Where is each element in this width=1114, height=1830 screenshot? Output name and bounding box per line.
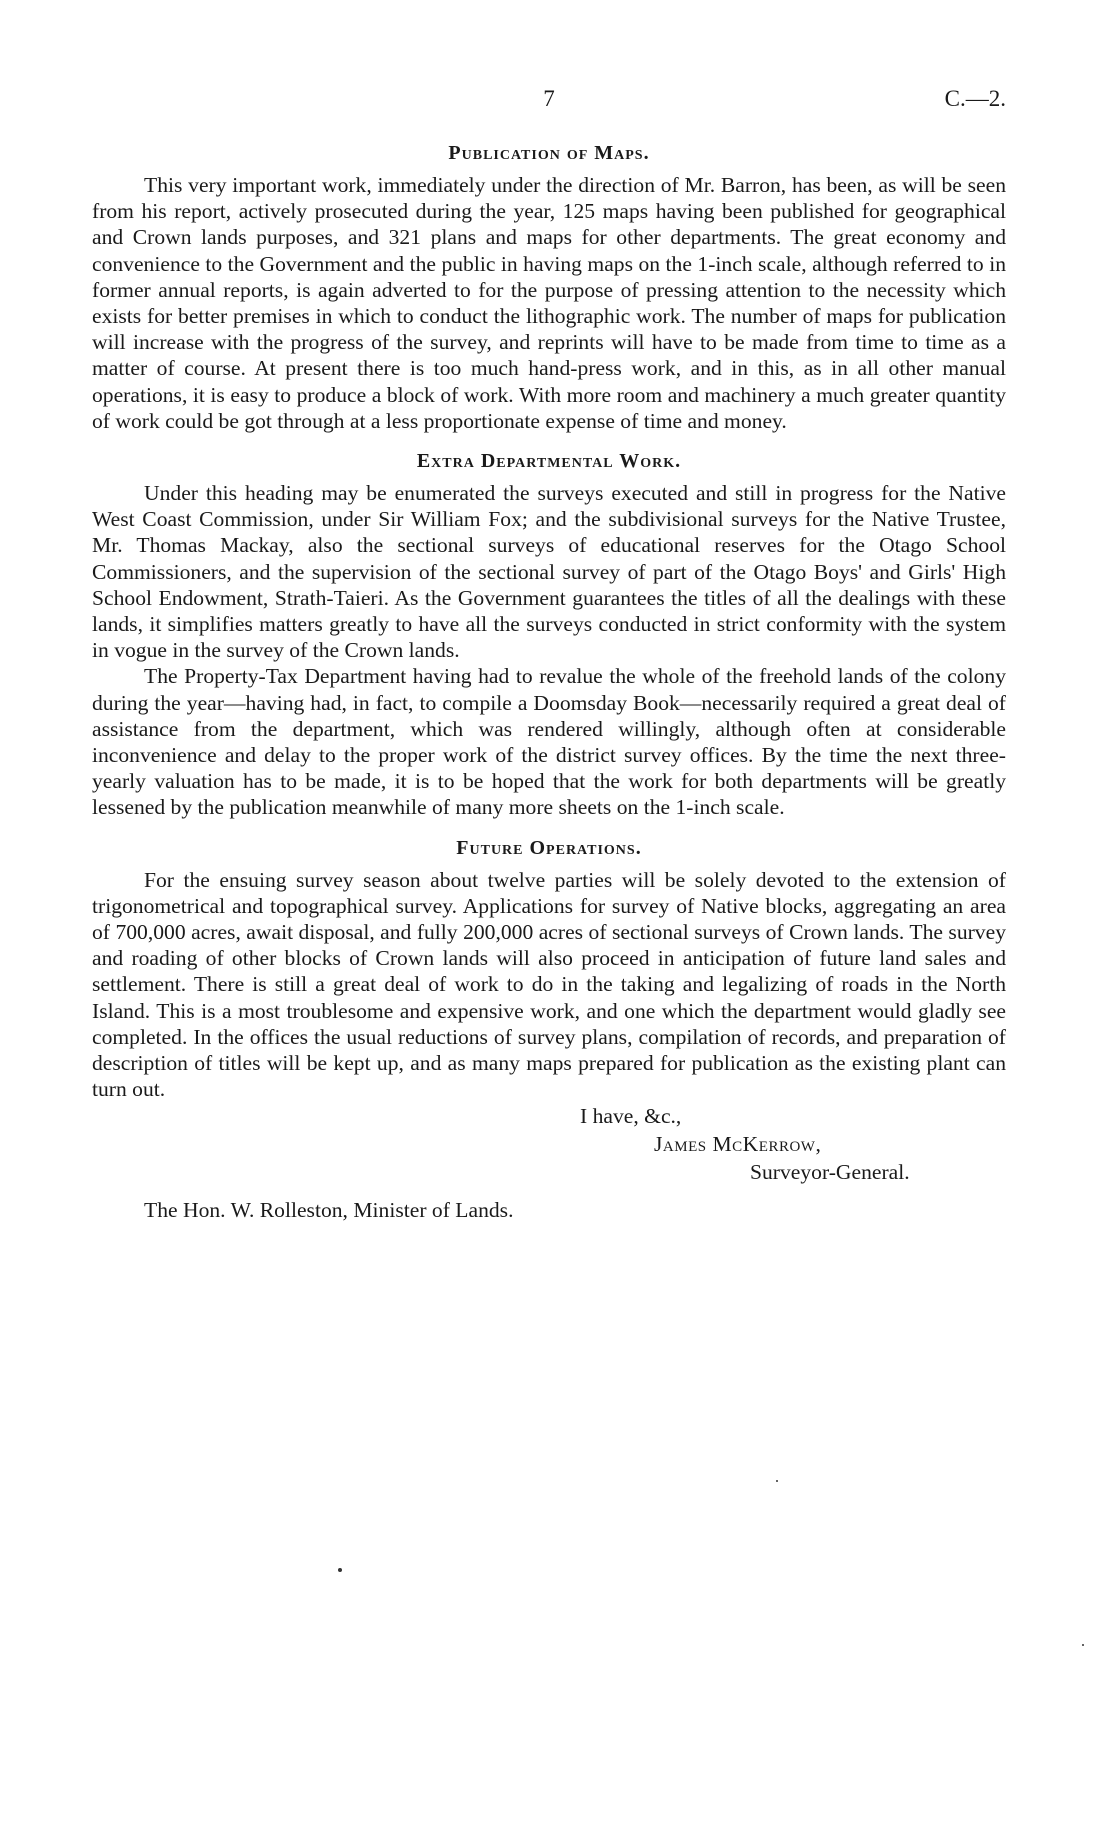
section-extra-departmental-work — [92, 448, 1006, 821]
document-body — [92, 140, 1006, 1223]
section-heading: Publication of Maps. — [448, 142, 650, 164]
addressee: The Hon. W. Rolleston, Minister of Lands. — [144, 1197, 514, 1222]
paragraph: The Property-Tax Department having had to revalue the whole of the freehold lands of the colony during the year—having had, in fact, to compile a Doomsday Book—necessarily required a great deal of assistance from the department, which was rendered willingly, although often at considerable inconvenience and delay to the proper work of the district survey offices. By the time the next three-yearly valuation has to be made, it is to be hoped that the work for both departments will be greatly lessened by the publication meanwhile of many more sheets on the 1-inch scale. — [92, 664, 1006, 820]
section-publication-of-maps — [92, 140, 1006, 434]
signatory-title: Surveyor-General. — [750, 1159, 910, 1184]
signoff-block — [92, 1103, 1006, 1187]
signatory-name: James McKerrow, — [654, 1131, 822, 1156]
section-heading: Extra Departmental Work. — [416, 450, 682, 473]
section-heading: Future Operations. — [456, 836, 642, 859]
print-speck — [1082, 1644, 1084, 1646]
page-number: 7 — [543, 86, 555, 111]
print-speck — [338, 1568, 342, 1572]
section-future-operations — [92, 835, 1006, 1103]
paragraph: Under this heading may be enumerated the surveys executed and still in progress for the Native West Coast Commission, under Sir William Fox; and the subdivisional surveys for the Native Trustee, Mr. Thomas Mackay, also the sectional surveys of educational reserves for the Otago School Commissioners, and the supervision of the sectional survey of part of the Otago Boys' and Girls' High School Endowment, Strath-Taieri. As the Government guarantees the titles of all the dealings with these lands, it simplifies matters greatly to have all the surveys conducted in strict conformity with the system in vogue in the survey of the Crown lands. — [92, 481, 1006, 663]
signoff-greeting: I have, &c., — [580, 1103, 682, 1128]
print-speck — [776, 1480, 778, 1482]
page-header — [92, 86, 1006, 116]
paragraph: For the ensuing survey season about twelve parties will be solely devoted to the extension of trigonometrical and topographical survey. Applications for survey of Native blocks, aggregating an area of 700,000 acres, await disposal, and fully 200,000 acres of sectional surveys of Crown lands. The survey and roading of other blocks of Crown lands will also proceed in anticipation of future land sales and settlement. There is still a great deal of work to do in the taking and legalizing of roads in the North Island. This is a most troublesome and expensive work, and one which the department would gladly see completed. In the offices the usual reductions of survey plans, compilation of records, and preparation of description of titles will be kept up, and as many maps prepared for publication as the existing plant can turn out. — [92, 867, 1006, 1102]
document-reference: C.—2. — [944, 86, 1006, 111]
paragraph: This very important work, immediately under the direction of Mr. Barron, has been, as will be seen from his report, actively prosecuted during the year, 125 maps having been published for geographical and Crown lands purposes, and 321 plans and maps for other departments. The great economy and convenience to the Government and the public in having maps on the 1-inch scale, although referred to in former annual reports, is again adverted to for the purpose of pressing attention to the necessity which exists for better premises in which to conduct the lithographic work. The number of maps for publication will increase with the progress of the survey, and reprints will have to be made from time to time as a matter of course. At present there is too much hand-press work, and in this, as in all other manual operations, it is easy to produce a block of work. With more room and machinery a much greater quantity of work could be got through at a less proportionate expense of time and money. — [92, 173, 1006, 433]
